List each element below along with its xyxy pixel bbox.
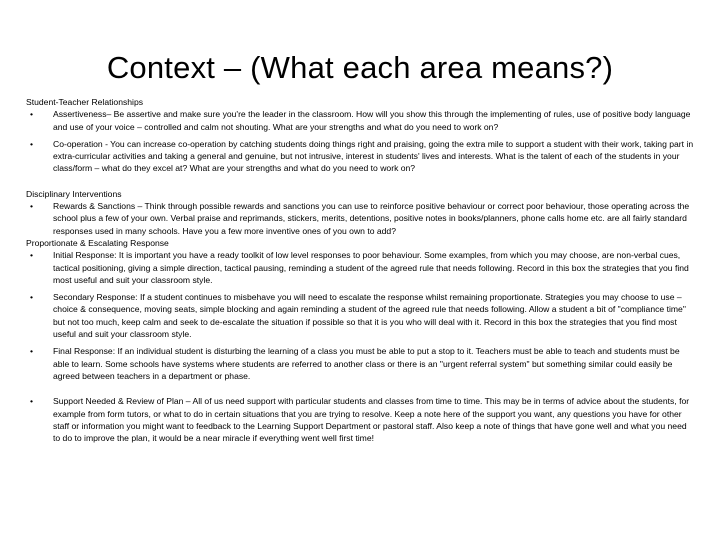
bullet-rewards-sanctions bbox=[26, 200, 696, 237]
bullet-assertiveness bbox=[26, 108, 696, 133]
bullet-dot: • bbox=[30, 109, 34, 120]
content-body bbox=[26, 96, 696, 444]
section-heading-escalating: Proportionate & Escalating Response bbox=[26, 237, 169, 248]
section-heading-relationships: Student-Teacher Relationships bbox=[26, 97, 144, 107]
bullet-cooperation bbox=[26, 138, 696, 175]
section-heading-interventions: Disciplinary Interventions bbox=[26, 188, 122, 199]
bullet-text: Assertiveness– Be assertive and make sure you're the leader in the classroom. How will you show this through the implementing of rules, use of positive body language and use of your voice – controlled and calm not shouting. What are your strengths and what do you need to work on? bbox=[53, 109, 691, 132]
bullet-dot: • bbox=[30, 250, 34, 261]
bullet-secondary-response bbox=[26, 291, 696, 340]
bullet-text: Initial Response: It is important you have a ready toolkit of low level responses to poor behaviour. Some examples, from which you may choose, are non-verbal cues, tactical positioning, giving a simple direction, tactical pausing, reminding a student of the agreed rule that needs following. Record in this box the strategies that you find most useful and suit your classroom style. bbox=[53, 250, 689, 285]
bullet-text: Secondary Response: If a student continues to misbehave you will need to escalate the response whilst remaining proportionate. Strategies you may choose to use – choice & consequence, moving seats, simple blocking and again reminding a student of the agreed rule that needs following. Allow a student a bit of "compliance time" but not too much, keep calm and seek to de-escalate the situation if possible so that it is you who will deal with it. Record in this box the strategies that you find most useful and suit your classroom style. bbox=[53, 292, 686, 340]
bullet-dot: • bbox=[30, 292, 34, 303]
bullet-text: Support Needed & Review of Plan – All of us need support with particular students and classes from time to time. This may be in terms of advice about the students, for example from form tutors, or what to do in certain situations that you are trying to resolve. Keep a note here of the support you want, any questions you have for other staff or information you might want to feedback to the Learning Support Department or pastoral staff. Also keep a note of things that have gone well and what you need to do to improve the plan, it would be a near miracle if everything went well first time! bbox=[53, 396, 690, 444]
bullet-dot: • bbox=[30, 396, 34, 407]
bullet-final-response bbox=[26, 345, 696, 382]
bullet-dot: • bbox=[30, 138, 34, 149]
bullet-text: Final Response: If an individual student is disturbing the learning of a class you must be able to put a stop to it. Teachers must be able to teach and students must be able to learn. Some schools have systems where students are referred to another class or there is an "urgent referral system" but something similar could easily be agreed between teachers in a department or phase. bbox=[53, 346, 680, 381]
bullet-support-review bbox=[26, 395, 696, 444]
page-title: Context – (What each area means?) bbox=[106, 50, 614, 85]
bullet-text: Rewards & Sanctions – Think through possible rewards and sanctions you can use to reinforce positive behaviour or correct poor behaviour, those operating across the school plus a few of your own. Verbal praise and reprimands, stickers, merits, detentions, positive notes in books/planners, phone calls home etc. are all fairly standard responses used in many schools. Have you a few more inventive ones of you own to add? bbox=[53, 201, 690, 236]
bullet-dot: • bbox=[30, 346, 34, 357]
bullet-text: Co-operation - You can increase co-operation by catching students doing things right and praising, going the extra mile to support a student with their work, taking part in extra-curricular activities and taking a general and genuine, but not intrusive, interest in students' lives and interests. What is the talent of each of the students in your class/form – what do they excel at? What are your strengths and what do you need to work on? bbox=[53, 138, 694, 174]
bullet-initial-response bbox=[26, 249, 696, 286]
bullet-dot: • bbox=[30, 201, 34, 212]
